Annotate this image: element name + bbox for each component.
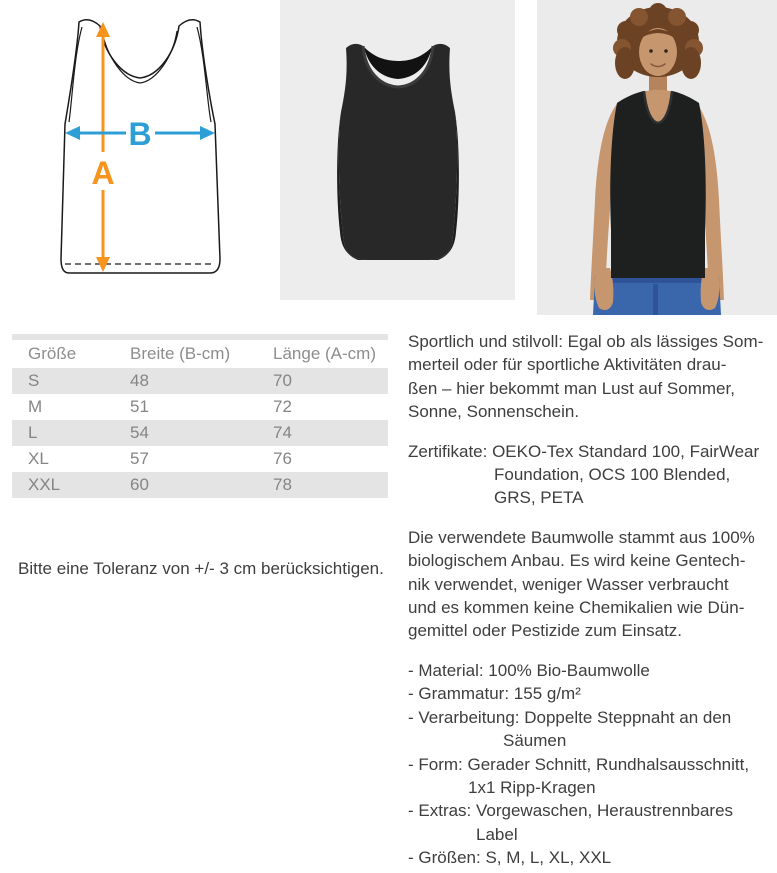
- table-cell: 60: [130, 475, 149, 494]
- product-description: [408, 330, 774, 870]
- description-line: nik verwendet, weniger Wasser verbraucht: [408, 574, 729, 594]
- product-image: [280, 0, 515, 300]
- column-header: Größe: [28, 344, 77, 363]
- black-tank-top-graphic: [337, 44, 459, 260]
- table-row: [12, 446, 388, 472]
- table-cell: 74: [273, 423, 292, 442]
- table-cell: XL: [28, 449, 49, 468]
- description-line: - Verarbeitung: Doppelte Steppnaht an den: [408, 707, 732, 727]
- description-line: - Form: Gerader Schnitt, Rundhalsausschnitt,: [408, 754, 750, 774]
- description-line: gemittel oder Pestizide zum Einsatz.: [408, 621, 683, 641]
- description-paragraph: [408, 440, 774, 510]
- size-diagram-image: [52, 14, 227, 284]
- model-image: [537, 0, 777, 315]
- table-cell: 48: [130, 371, 149, 390]
- table-cell: L: [28, 423, 38, 442]
- table-row: [12, 368, 388, 394]
- description-line: Säumen: [503, 731, 567, 751]
- description-line: - Größen: S, M, L, XL, XXL: [408, 848, 612, 868]
- description-paragraph: [408, 330, 774, 424]
- size-table: [12, 334, 388, 498]
- table-cell: 54: [130, 423, 149, 442]
- table-cell: 76: [273, 449, 292, 468]
- description-line: merteil oder für sportliche Aktivitäten drau-: [408, 355, 727, 375]
- description-line: und es kommen keine Chemikalien wie Dün-: [408, 598, 745, 618]
- table-cell: S: [28, 371, 40, 390]
- column-header: Länge (A-cm): [273, 344, 376, 363]
- tolerance-note: Bitte eine Toleranz von +/- 3 cm berücksichtigen.: [18, 559, 384, 578]
- table-cell: M: [28, 397, 43, 416]
- description-line: biologischem Anbau. Es wird keine Gentech-: [408, 551, 746, 571]
- table-cell: 70: [273, 371, 292, 390]
- description-paragraph: [408, 659, 774, 870]
- description-line: - Grammatur: 155 g/m²: [408, 684, 581, 704]
- label-a: A: [91, 155, 115, 191]
- description-line: ßen – hier bekommt man Lust auf Sommer,: [408, 378, 735, 398]
- table-cell: 57: [130, 449, 149, 468]
- label-b: B: [128, 116, 152, 152]
- description-paragraph: [408, 526, 774, 643]
- description-line: Sportlich und stilvoll: Egal ob als lässiges Som-: [408, 332, 764, 351]
- description-line: Foundation, OCS 100 Blended,: [494, 465, 731, 485]
- size-table-header: [12, 340, 388, 368]
- description-line: Sonne, Sonnenschein.: [408, 402, 580, 422]
- description-line: - Extras: Vorgewaschen, Heraustrennbares: [408, 801, 734, 821]
- table-row: [12, 420, 388, 446]
- table-cell: 72: [273, 397, 292, 416]
- description-line: GRS, PETA: [494, 488, 584, 508]
- table-cell: 51: [130, 397, 149, 416]
- size-table-body: [12, 368, 388, 498]
- model-graphic: [590, 3, 724, 315]
- table-row: [12, 394, 388, 420]
- table-cell: XXL: [28, 475, 61, 494]
- table-row: [12, 472, 388, 498]
- description-line: Label: [476, 824, 518, 844]
- description-line: - Material: 100% Bio-Baumwolle: [408, 660, 650, 680]
- column-header: Breite (B-cm): [130, 344, 231, 363]
- description-line: Zertifikate: OEKO-Tex Standard 100, FairWear: [408, 441, 760, 461]
- description-line: Die verwendete Baumwolle stammt aus 100%: [408, 527, 755, 547]
- description-line: 1x1 Ripp-Kragen: [468, 777, 596, 797]
- table-cell: 78: [273, 475, 292, 494]
